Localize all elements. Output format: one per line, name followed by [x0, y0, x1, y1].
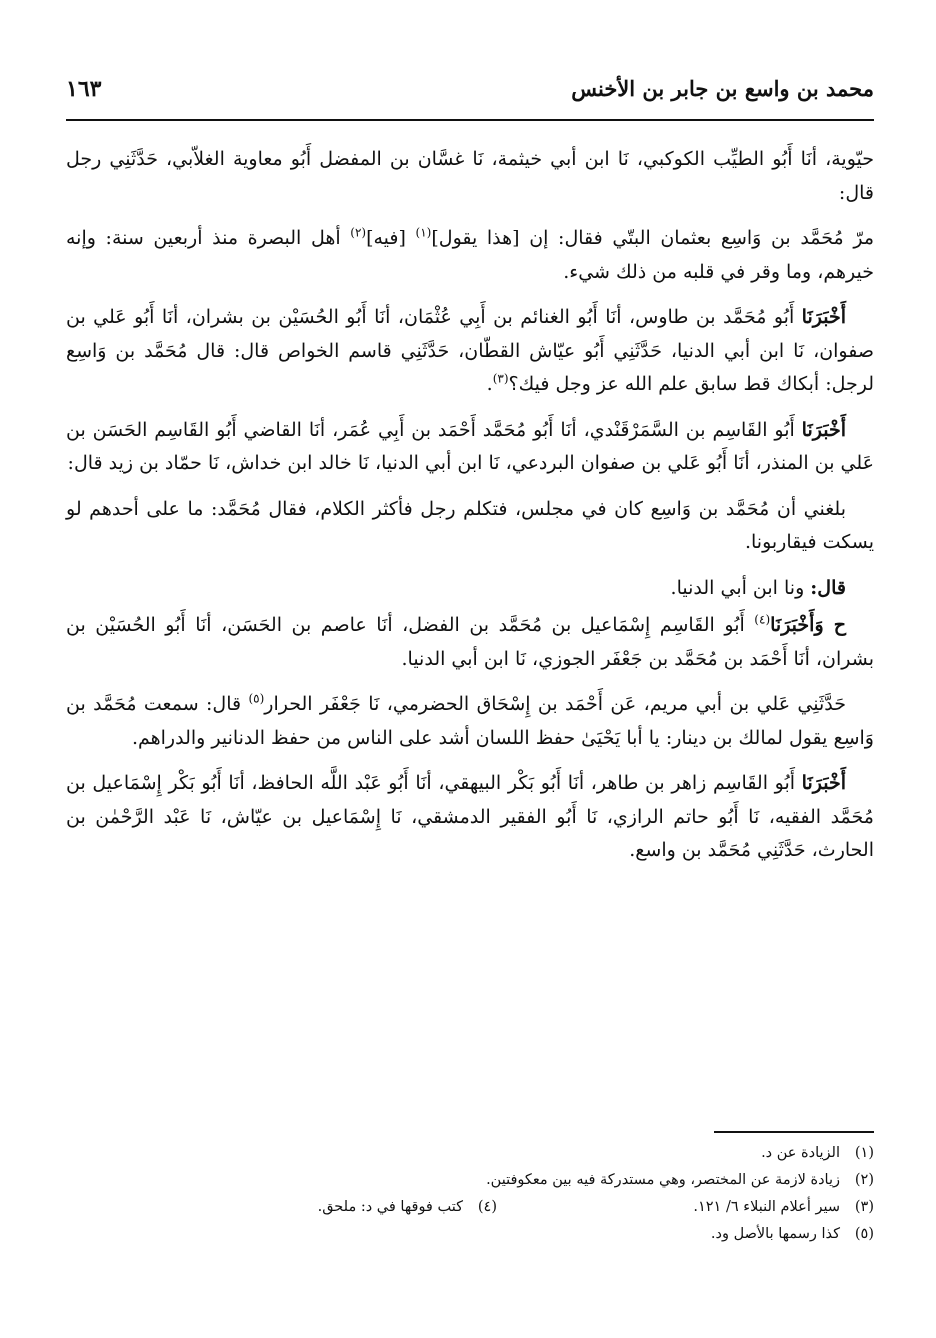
- isnad-keyword: أَخْبَرَنَا: [801, 418, 846, 441]
- footnote-rule: [714, 1131, 874, 1133]
- paragraph-text: أَبُو القَاسِم إِسْمَاعيل بن مُحَمَّد بن الفضل، أنَا عاصم بن الحَسَن، أنَا أَبُو الحُسَيْن بن بشران، أنَا أَحْمَد بن مُحَمَّد بن جَعْفَر الجوزي، نَا ابن أبي الدنيا.: [66, 614, 874, 670]
- footnote-number: (٣): [854, 1199, 874, 1215]
- paragraph-7: [66, 609, 874, 676]
- footnote-ref-2: (٢): [350, 225, 367, 240]
- footnote-row: [66, 1140, 874, 1167]
- footnote-ref-3: (٣): [492, 371, 509, 386]
- footnote-number: (٤): [477, 1199, 497, 1215]
- paragraph-1: [66, 143, 874, 210]
- paragraph-3: [66, 301, 874, 402]
- header-rule: [66, 119, 874, 121]
- footnote-number: (٢): [854, 1172, 874, 1188]
- page-number: ١٦٣: [66, 76, 102, 102]
- paragraph-6: [66, 572, 874, 606]
- paragraph-text: ونا ابن أبي الدنيا.: [670, 576, 811, 599]
- paragraph-text: أَبُو القَاسِم زاهر بن طاهر، أنَا أَبُو بَكْر البيهقي، أنَا أَبُو عَبْد اللَّه الحافظ، أنَا أَبُو بَكْر إِسْمَاعيل بن مُحَمَّد الفقيه، نَا أَبُو حاتم الرازي، نَا أَبُو الفقير الدمشقي، نَا إِسْمَاعيل بن عيّاش، نَا عَبْد الرَّحْمٰن بن الحارث، حَدَّثَنِي مُحَمَّد بن واسع.: [66, 772, 874, 861]
- footnote-text: الزيادة عن د.: [761, 1145, 840, 1161]
- footnote-2: [486, 1167, 874, 1194]
- isnad-keyword: أَخْبَرَنَا: [801, 772, 846, 794]
- footnote-ref-4: (٤): [754, 612, 771, 627]
- footnote-text: سير أعلام النبلاء ٦/ ١٢١.: [693, 1199, 840, 1215]
- paragraph-2: [66, 222, 874, 289]
- footnote-3: [693, 1194, 874, 1221]
- footnote-ref-1: (١): [415, 225, 432, 240]
- page-header: [66, 66, 874, 118]
- footnote-5: [711, 1221, 874, 1248]
- footnote-1: [761, 1140, 874, 1167]
- paragraph-5: [66, 493, 874, 560]
- footnote-row: [66, 1221, 874, 1248]
- footnote-text: كذا رسمها بالأصل ود.: [710, 1226, 840, 1242]
- paragraph-text: أَبُو مُحَمَّد بن طاوس، أنَا أَبُو الغنائم بن أَبِي عُثْمَان، أنَا أَبُو الحُسَيْن بن بشران، أنَا أَبُو عَلي بن صفوان، نَا ابن أبي الدنيا، حَدَّثَنِي أَبُو عيّاش القطّان، حَدَّثَنِي قاسم الخواص قال: قال مُحَمَّد بن وَاسِع لرجل: أبكاك قط سابق علم الله عز وجل فيك؟: [66, 306, 874, 395]
- paragraph-8: [66, 688, 874, 755]
- footnote-row: [66, 1167, 874, 1194]
- footnote-text: زيادة لازمة عن المختصر، وهي مستدركة فيه بين معكوفتين.: [486, 1172, 840, 1188]
- footnote-4: [318, 1194, 497, 1221]
- footnote-text: كتب فوقها في د: ملحق.: [317, 1199, 463, 1215]
- paragraph-text: أهل البصرة منذ أربعين سنة: وإنه خيرهم، وما وقر في قلبه من ذلك شيء.: [66, 227, 874, 283]
- footnote-number: (١): [854, 1145, 874, 1161]
- paragraph-4: [66, 414, 874, 481]
- footnote-row: [66, 1194, 874, 1221]
- paragraph-9: [66, 767, 874, 868]
- paragraph-text: بلغني أن مُحَمَّد بن وَاسِع كان في مجلس، فتكلم رجل فأكثر الكلام، فقال مُحَمَّد: ما على أحدهم لو يسكت فيقاربونا.: [66, 497, 874, 553]
- paragraph-text: حيّوية، أنَا أَبُو الطيِّب الكوكبي، نَا ابن أبي خيثمة، نَا غسَّان بن المفضل أَبُو معاوية الغلاّبي، حَدَّثَنِي رجل قال:: [66, 148, 874, 204]
- isnad-keyword: أَخْبَرَنَا: [801, 306, 846, 328]
- paragraph-text: حَدَّثَنِي عَلي بن أبي مريم، عَن أَحْمَد بن إِسْحَاق الحضرمي، نَا جَعْفَر الحرار: [264, 693, 846, 715]
- footnote-ref-5: (٥): [248, 691, 265, 706]
- footnote-number: (٥): [854, 1226, 874, 1242]
- running-title: محمد بن واسع بن جابر بن الأخنس: [571, 76, 874, 101]
- isnad-keyword: ح وَأَخْبَرَنَا: [770, 614, 846, 636]
- paragraph-text: مرّ مُحَمَّد بن وَاسِع بعثمان البتّي فقال: إن [هذا يقول]: [431, 227, 874, 249]
- paragraph-text: [فيه]: [366, 227, 416, 249]
- paragraph-text: .: [486, 373, 493, 395]
- paragraph-text: أَبُو القَاسِم بن السَّمَرْقَنْدي، أنَا أَبُو مُحَمَّد أَحْمَد بن أَبِي عُمَر، أنَا القاضي أَبُو القَاسِم الحَسَن بن عَلي بن المنذر، أنَا أَبُو عَلي بن صفوان البردعي، نَا ابن أبي الدنيا، نَا خالد ابن خداش، نَا حمّاد بن زيد قال:: [66, 418, 874, 474]
- isnad-keyword: قال:: [810, 576, 846, 599]
- main-text: [66, 143, 874, 880]
- footnotes: [66, 1140, 874, 1248]
- paragraph-text: قال: سمعت مُحَمَّد بن وَاسِع يقول لمالك بن دينار: يا أبا يَحْيَىٰ حفظ اللسان أشد على الناس من حفظ الدنانير والدراهم.: [66, 693, 874, 749]
